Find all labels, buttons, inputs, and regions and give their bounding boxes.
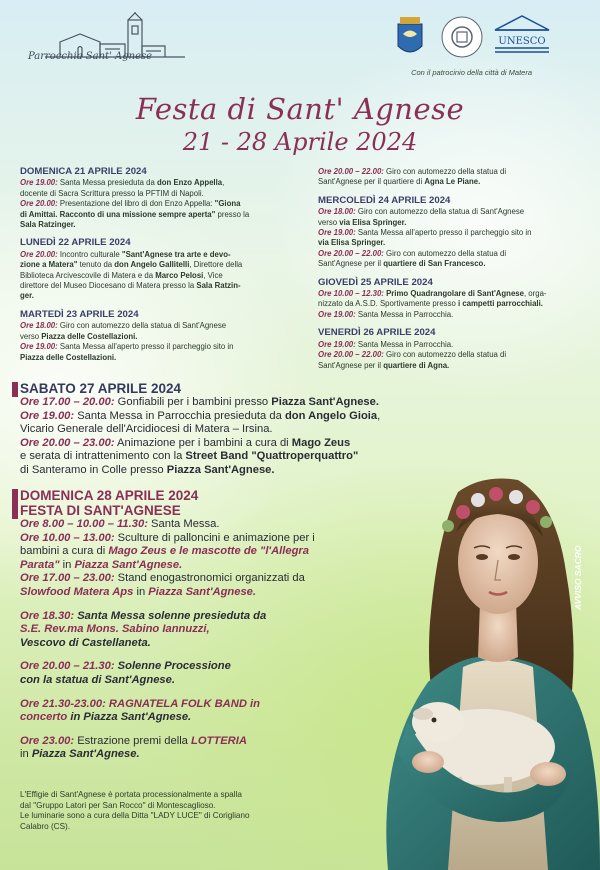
text-segment: Agna Le Piane. xyxy=(424,177,481,187)
text-segment: S.E. Rev.ma Mons. Sabino Iannuzzi, xyxy=(20,623,210,636)
text-segment: tenuto da xyxy=(77,260,115,270)
section-body xyxy=(20,518,415,762)
text-line xyxy=(20,321,305,331)
section-sabato xyxy=(20,381,490,478)
text-line xyxy=(318,310,588,320)
text-line xyxy=(318,259,588,269)
text-segment: Primo Quadrangolare di Sant'Agnese xyxy=(386,289,524,299)
text-line xyxy=(20,660,415,674)
section-marker xyxy=(12,489,18,519)
program-left-column xyxy=(20,167,305,363)
section-heading: SABATO 27 APRILE 2024 xyxy=(20,381,182,396)
text-segment: Sant'Agnese per il quartiere di xyxy=(318,177,425,187)
text-line xyxy=(20,437,490,451)
text-line xyxy=(318,177,588,187)
text-line xyxy=(20,735,415,749)
unesco-label: UNESCO xyxy=(498,36,546,47)
text-line xyxy=(318,350,588,360)
text-segment: via Elisa Springer. xyxy=(339,217,407,227)
text-segment: , Direttore della xyxy=(189,260,243,270)
text-segment: Sala Ratzinger. xyxy=(20,220,76,230)
text-segment: concerto xyxy=(20,711,68,724)
unesco-icon xyxy=(495,16,549,52)
text-segment: nizzato da A.S.D. Sportivamente presso xyxy=(318,299,458,309)
day-heading: DOMENICA 21 APRILE 2024 xyxy=(20,166,147,177)
text-segment: Estrazione premi della xyxy=(74,734,192,747)
text-line xyxy=(20,518,415,532)
text-line xyxy=(20,748,415,762)
text-segment: Piazza delle Costellazioni. xyxy=(20,352,117,362)
text-segment: Ore 23.00: xyxy=(20,734,75,747)
text-line xyxy=(20,586,415,600)
event-block xyxy=(20,698,415,725)
text-segment: Gonfiabili per i bambini presso xyxy=(114,396,272,408)
text-segment: Ore 20.00 – 22.00: xyxy=(318,350,384,360)
text-segment: Ore 18.00: xyxy=(20,321,58,331)
text-segment: Ore 20.00: xyxy=(20,199,58,209)
text-segment: Stand enogastronomici organizzati da xyxy=(114,572,305,585)
event-block xyxy=(20,735,415,762)
text-segment: Ore 19.00: xyxy=(318,228,356,238)
text-line xyxy=(318,228,588,238)
text-segment: LOTTERIA xyxy=(191,734,247,747)
text-segment: Presentazione del libro di don Enzo Appella: xyxy=(57,199,215,209)
heritage-seal-icon xyxy=(442,17,482,57)
section-subheading: FESTA DI SANT'AGNESE xyxy=(20,503,181,518)
text-segment: , xyxy=(222,178,225,188)
footer-note xyxy=(20,790,350,832)
text-segment: quartiere di Agna. xyxy=(383,360,450,370)
text-line xyxy=(20,178,305,188)
text-line xyxy=(20,464,490,478)
text-line xyxy=(20,396,490,410)
text-segment: Giro con automezzo della statua di xyxy=(383,350,507,360)
text-segment: Piazza delle Costellazioni. xyxy=(41,331,138,341)
text-segment: Santa Messa in Parrocchia. xyxy=(355,339,454,349)
text-segment: don Enzo Appella xyxy=(156,178,223,188)
side-label: AVVISO SACRO xyxy=(573,545,583,610)
text-line xyxy=(20,637,415,651)
text-line xyxy=(20,674,415,688)
text-segment: don Angelo Gioia xyxy=(284,409,378,422)
footer-line: Calabro (CS). xyxy=(20,821,71,831)
text-line xyxy=(20,189,305,199)
text-segment: Ore 20.00 – 22.00: xyxy=(318,167,384,176)
text-segment: Ore 20.00: xyxy=(20,249,58,259)
text-line xyxy=(20,532,415,546)
text-segment: Ore 18.30: xyxy=(20,609,75,622)
text-segment: di Amittai. Racconto di una missione sempre aperta" xyxy=(20,209,216,219)
page-title: Festa di Sant' Agnese xyxy=(135,92,465,126)
text-line xyxy=(20,423,490,437)
text-line xyxy=(20,623,415,637)
parish-name: Parrocchia Sant' Agnese xyxy=(28,51,153,62)
text-segment: Incontro culturale xyxy=(57,249,122,259)
text-segment: Ore 17.00 – 20.00: xyxy=(20,396,115,408)
text-segment: Ore 17.00 – 23.00: xyxy=(20,572,115,585)
event-block xyxy=(20,660,415,687)
patron-logos xyxy=(390,12,560,62)
text-line xyxy=(20,342,305,352)
text-segment: , orga- xyxy=(523,289,547,299)
day-heading: LUNEDÌ 22 APRILE 2024 xyxy=(20,237,131,249)
text-segment: Ore 19.00: xyxy=(318,309,356,319)
text-segment: Santa Messa. xyxy=(147,518,220,530)
text-line xyxy=(20,281,305,291)
matera-coat-of-arms-icon xyxy=(398,17,422,52)
text-segment: Santa Messa all'aperto presso il parcheggio sito in xyxy=(57,342,234,352)
day-heading: VENERDÌ 26 APRILE 2024 xyxy=(318,327,436,339)
text-segment: Parata" xyxy=(20,558,60,571)
text-segment: Santa Messa solenne presieduta da xyxy=(74,609,267,622)
text-segment: Slowfood Matera Aps xyxy=(20,585,134,598)
text-segment: Giro con automezzo della statua di xyxy=(383,248,507,258)
text-segment: i campetti parrocchiali. xyxy=(457,299,543,309)
text-segment: Mago Zeus e le mascotte de "l'Allegra xyxy=(108,545,310,558)
event-block xyxy=(20,610,415,651)
section-marker xyxy=(12,382,18,397)
text-line xyxy=(318,289,588,299)
text-segment: "Sant'Agnese tra arte e devo- xyxy=(121,249,231,259)
text-line xyxy=(20,291,305,301)
text-segment: Piazza Sant'Agnese. xyxy=(31,748,140,761)
text-segment: Santa Messa all'aperto presso il parcheggio sito in xyxy=(355,228,532,238)
text-segment: Solenne Processione xyxy=(114,660,231,673)
section-domenica xyxy=(20,488,415,762)
text-segment: "Giona xyxy=(214,199,241,209)
text-segment: Marco Pelosi xyxy=(155,270,204,280)
program-right-column xyxy=(318,167,588,371)
text-segment: Vescovo di Castellaneta. xyxy=(20,636,151,649)
text-segment: Ore 20.00 – 21.30: xyxy=(20,660,115,673)
text-line xyxy=(20,332,305,342)
text-line xyxy=(20,250,305,260)
text-line xyxy=(20,199,305,209)
text-segment: ger. xyxy=(20,291,34,301)
footer-line: dal "Gruppo Latori per San Rocco" di Montescaglioso. xyxy=(20,800,216,810)
text-line xyxy=(318,167,588,177)
text-segment: Ore 20.00 – 22.00: xyxy=(318,248,384,258)
text-segment: Ore 19.00: xyxy=(20,342,58,352)
text-line xyxy=(20,450,490,464)
text-segment: in xyxy=(133,585,149,598)
text-segment: Ore 18.00: xyxy=(318,207,356,217)
text-segment: e serata di intrattenimento con la xyxy=(20,450,186,463)
text-segment: Ore 21.30-23.00: RAGNATELA FOLK BAND in xyxy=(20,697,260,710)
text-segment: Ore 8.00 – 10.00 – 11.30: xyxy=(20,518,148,530)
section-body xyxy=(20,396,490,478)
text-line xyxy=(318,249,588,259)
text-segment: via Elisa Springer. xyxy=(318,238,386,248)
text-segment: , xyxy=(377,409,381,422)
patronage-text: Con il patrocinio della città di Matera xyxy=(411,68,532,77)
text-line xyxy=(318,238,588,248)
text-segment: Piazza Sant'Agnese. xyxy=(148,585,257,598)
text-line xyxy=(20,353,305,363)
text-line xyxy=(318,218,588,228)
text-segment: Sant'Agnese per il xyxy=(318,259,384,269)
text-segment: Ore 20.00 – 23.00: xyxy=(20,436,115,449)
text-segment: quartiere di San Francesco. xyxy=(383,259,486,269)
section-heading: DOMENICA 28 APRILE 2024 xyxy=(20,488,199,503)
text-line xyxy=(318,299,588,309)
text-segment: Sculture di palloncini e animazione per i xyxy=(114,531,315,544)
day-heading: GIOVEDÌ 25 APRILE 2024 xyxy=(318,276,433,288)
text-segment: in xyxy=(20,748,32,761)
text-line xyxy=(20,610,415,624)
text-segment: Piazza Sant'Agnese. xyxy=(74,558,183,571)
text-line xyxy=(20,698,415,712)
text-line xyxy=(318,340,588,350)
text-segment: presso la xyxy=(215,209,250,219)
text-segment: Mago Zeus xyxy=(291,436,351,449)
text-segment: Santa Messa in Parrocchia. xyxy=(355,309,454,319)
text-segment: in Piazza Sant'Agnese. xyxy=(67,711,192,724)
text-segment: in xyxy=(59,558,75,571)
footer-line: L'Effigie di Sant'Agnese è portata processionalmente a spalla xyxy=(20,790,242,799)
text-segment: verso xyxy=(20,331,42,341)
text-line xyxy=(318,361,588,371)
text-segment: Ore 10.00 – 13.00: xyxy=(20,531,115,544)
page-dates: 21 - 28 Aprile 2024 xyxy=(182,128,418,156)
parish-logo xyxy=(40,12,190,72)
text-segment: Biblioteca Arcivescovile di Matera e da xyxy=(20,270,156,280)
text-line xyxy=(318,207,588,217)
text-segment: docente di Sacra Scrittura presso la PFTIM di Napoli. xyxy=(20,188,204,198)
text-line xyxy=(20,559,415,573)
text-segment: Animazione per i bambini a cura di xyxy=(114,436,292,449)
text-segment: Ore 19.00: xyxy=(20,409,75,422)
text-segment: Santa Messa in Parrocchia presieduta da xyxy=(74,409,285,422)
text-segment: , Vice xyxy=(203,270,223,280)
text-segment: con la statua di Sant'Agnese. xyxy=(20,673,175,686)
text-line xyxy=(20,410,490,424)
text-segment: don Angelo Gallitelli xyxy=(114,260,190,270)
text-line xyxy=(20,271,305,281)
text-segment: Street Band "Quattroperquattro" xyxy=(185,450,359,463)
text-segment: Sant'Agnese per il xyxy=(318,360,384,370)
text-segment: direttore del Museo Diocesano di Matera presso la xyxy=(20,281,197,291)
text-line xyxy=(20,220,305,230)
text-segment: Santa Messa presieduta da xyxy=(57,178,157,188)
text-segment: bambini a cura di xyxy=(20,545,109,558)
text-segment: Ore 19.00: xyxy=(318,339,356,349)
text-segment: Piazza Sant'Agnese. xyxy=(166,463,275,476)
text-segment: di Santeramo in Colle presso xyxy=(20,463,167,476)
text-segment: Giro con automezzo della statua di Sant'Agnese xyxy=(57,321,227,331)
text-segment: Giro con automezzo della statua di Sant'Agnese xyxy=(355,207,525,217)
text-line xyxy=(20,572,415,586)
text-segment: Ore 19.00: xyxy=(20,178,58,188)
text-segment: zione a Matera" xyxy=(20,260,78,270)
day-heading: MERCOLEDÌ 24 APRILE 2024 xyxy=(318,194,451,206)
text-segment: verso xyxy=(318,217,340,227)
text-line xyxy=(20,210,305,220)
text-line xyxy=(20,545,415,559)
footer-line: Le luminarie sono a cura della Ditta "LADY LUCE" di Corigliano xyxy=(20,811,250,820)
text-line xyxy=(20,260,305,270)
text-line xyxy=(20,711,415,725)
text-segment: Vicario Generale dell'Arcidiocesi di Matera – Irsina. xyxy=(20,423,273,436)
text-segment: Piazza Sant'Agnese. xyxy=(271,396,379,408)
text-segment: Ore 10.00 – 12.30: xyxy=(318,289,384,299)
day-heading: MARTEDÌ 23 APRILE 2024 xyxy=(20,308,139,320)
text-segment: Sala Ratzin- xyxy=(196,281,241,291)
text-segment: Giro con automezzo della statua di xyxy=(383,167,507,176)
